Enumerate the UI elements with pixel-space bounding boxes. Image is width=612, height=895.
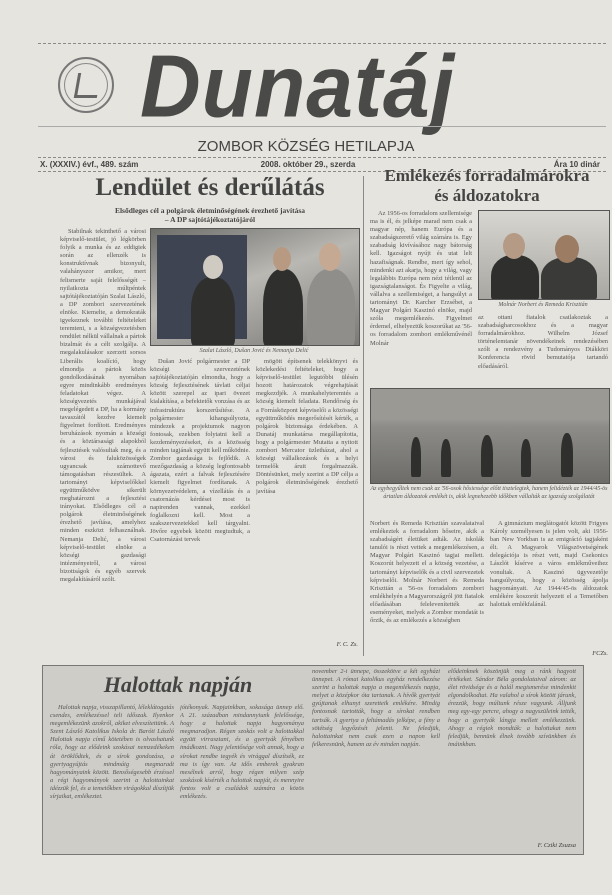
article2-column4 bbox=[490, 520, 608, 650]
article3-column4-text: elődeinknek köszönjük meg a ránk hagyott értékeket. Sándor Béla gondolataival zárom: az élet rövidsége és a halál megismerése mindenkit elgondolkodtat. Ha valahol a sírok között járunk, érezzük, hogy múltunk része vagyunk. Álljunk meg egy-egy percre, ahogy a nagyszüleink tették, hogy a gyertyák lángja mellett emlékezzünk. Ahogy a régiek mondták: a halottakat nem feledjük, bennünk élnek tovább szívünkben és imáinkban. bbox=[448, 668, 576, 748]
issue-price: Ára 10 dinár bbox=[553, 160, 600, 169]
article1-column2 bbox=[150, 358, 250, 650]
article2-column2 bbox=[478, 314, 608, 382]
article3-column1 bbox=[50, 704, 174, 848]
article2-column2-text: az ottani fiatalok csatlakoztak a szabadságharcosokhoz és a magyar forradalmárokhoz. Wilhelm József történelemtanár növendékeinek rendezésében szólt a rendezvény a Tudományos Diákköri Konferencia rövid bemutatója tartandó előadásáról. bbox=[478, 314, 608, 370]
article2-photo2-caption: Az egybegyűltek nem csak az '56-osok hősiessége előtt tisztelegtek, hanem felidézték az 1944/45-ös ártatlan áldozatok emlékét is, akik legnehezebb időkben vállalták az igazság szolgálatát bbox=[370, 486, 608, 500]
article1-column3 bbox=[256, 358, 358, 640]
article2-signature: FCZs. bbox=[592, 650, 608, 657]
article1-column2-text: Dušan Jović polgármester a DP községi szervezetének sajtótájékoztatóján elmondta, hogy a község fejlesztésének távlati céljai között szerepel az ipari övezet kialakítása, a befektetők vonzása és az infrastruktúra korszerűsítése. A polgármester kihangsúlyozta, mindezek a projektumok nagyon fontosak, ezekben folytatni kell a kezdeményezéseket, és a közösség minden tagjának együtt kell működnie. Zombor gazdasága is fejlődik. A mezőgazdaság a község legfontosabb ágazata, ezért a falvak fejlesztésére kiemelt figyelmet fordítanak. A környezetvédelem, a vízellátás és a csatornázás kérdései most is napirenden vannak, ezekkel foglalkozni kell. Most a szakszervezetekkel kell tárgyalni. Jövőre egyebek között megtudtuk, a Csatornázási tervek bbox=[150, 358, 250, 544]
article1-column1 bbox=[60, 228, 146, 650]
article3-signature: F. Cziki Zsuzsa bbox=[537, 842, 576, 849]
article3-headline: Halottak napján bbox=[103, 672, 253, 697]
article2-photo2 bbox=[370, 388, 610, 484]
article1-column1-text: Stabilnak tekinthető a városi képviselő-testület, jó légkörben folyik a munka és az eddigiek során az ellenzék is konstruktívnak bizonyult, valahányszor amikor, mert felismerte saját felelősségét – nyilatkozta múltpéntek sajtótájékoztatóján Szalai László, a DP zombori szervezetének elnöke. Kiemelte, a demokraták igyekeznek további feltételeket teremteni, s a községvezetésben rendület nélkül vállalnak a pártok bizalmát és a célt szolgálja. A megalakulásakor szerzett sorsos Liberális koalíció, hogy elmondja a pártok közös gondolkodásának nyomában egyre mindinkább eredményes feladatokat végez. A községvezetés munkájával megelégedett a DP, ha a kormány tavaszától kezdve kiemelt figyelmet fordított. Eredményes beruházások nyomán a községi és a köztársasági alapokból fejlesztések valósultak meg, és a városi és faluközösségek ugyancsak számottevő támogatásban részesültek. A tartományi képviselőkkel együttműködve sikerült meghatározni a fejlesztési irányokat. Elsődleges cél a polgárok életminőségének érezhető javítása, amelyhez minden eszközt felhasználnak. Nemanja Delić, a városi képviselő-testület elnöke a községi gazdasági intézményeiről, a városi bizottságok és egyéb szervek megalakításáról szólt. bbox=[60, 228, 146, 584]
article2-column3 bbox=[370, 520, 484, 658]
article2-column1 bbox=[370, 210, 472, 382]
article2-column3-text: Norbert és Remeda Krisztián szavalataival emlékeztek a forradalom hőseire, akik a szabadságért életüket adták. Az iskolák tanulói is részt vettek a megemlékezésen, a Magyar Polgári Kaszinó tagjai mellett. Koszorút helyezett el a község vezetése, a tartományi képviselők és a civil szervezetek képviselői. Molnár Norbert és Remeda Krisztián a '56-os forradalom zombori emlékhelyén a Magyarországról jött fiatalok előadásában felelevenítették az eseményeket, melyek a Zombor mondatát is őrzik, és az emlékezés a községben bbox=[370, 520, 484, 625]
article2-column4-text: A gimnázium meglátogatói között Frigyes Károly személyesen is jelen volt, aki 1956-ban New Yorkban is az emigráció tagjaként élt. A Magyarok Világszövetségének delegációja is részt vett, majd Csekonics Lászlót kísérve a város emlékműveihez vonultak. A Kaszinó ügyvezetője hangsúlyozta, hogy a közösség ápolja hagyományait. Az 1944/45-ös áldozatok emlékére koszorút helyezett el a Temetőben halottak emlékfalánál. bbox=[490, 520, 608, 608]
article1-column3-text: mögött építsenek telekkönyvi és közlekedési feltételeket, hogy a képviselő-testület legutóbbi ülésén hozott határozatok végrehajtását megkezdjék. A munkahelyteremtés a község kiemelt feladata. Rendőrség és a Forrásközpont képviselői a közösségi együttműködés megerősítését kérték, a polgárok biztonsága érdekében. A Dunatáj munkatársa megállapította, hogy a polgármester Mutatta a nyitott zombori Mercator üzletházat, ahol a községi vállalkozások és a helyi termelők áruit forgalmazzák. Döntésünket, mely szerint a DP célja a polgárok életminőségének érezhető javítása bbox=[256, 358, 358, 495]
masthead-subtitle: ZOMBOR KÖZSÉG HETILAPJA bbox=[197, 138, 415, 155]
masthead-title: Dunatáj bbox=[140, 36, 456, 136]
article2-photo1 bbox=[478, 210, 610, 300]
article1-photo-caption: Szalai László, Dušan Jović és Nemanja Delić bbox=[199, 348, 309, 354]
article1-signature: F. C. Zs. bbox=[336, 641, 358, 648]
issue-number: X. (XXXIV.) évf., 489. szám bbox=[40, 160, 139, 169]
article3-column3 bbox=[312, 668, 440, 848]
article2-photo1-caption: Molnár Norbert és Remeda Krisztián bbox=[498, 302, 588, 308]
article1-photo bbox=[150, 228, 360, 346]
photo-building bbox=[371, 389, 609, 419]
article1-headline: Lendület és derűlátás bbox=[95, 174, 325, 201]
article2-headline bbox=[366, 166, 608, 206]
article3-column3-text: november 2-i ünnepe, összekötve a két egyházi ünnepet. A római katolikus egyház rendelkezése szerint a halottak napja a megemlékezés napja, melyet a középkor óta tartanak. A hívők gyertyát gyújtanak elhunyt szeretteik emlékére. Mindig fontosnak tartották, hogy a sírokat rendben tartsák. A gyertya a feltámadás jelképe, a fény a sötétség legyőzését jelenti. Ne feledjük, halottainkat nem csak ezen a napon kell felkeresnünk, hanem az év minden napján. bbox=[312, 668, 440, 748]
article3-column1-text: Halottak napja, visszapillantó, léleklátogatás csendes, emlékezéssel teli időszak. Ilyenkor megemlékezünk azokról, akiket elveszítettünk. A Szent László Katolikus Iskola dr. Baróti László Halottak napja című kötetében is olvashatunk róla, hogy az elődeink szokásai nemzedékeken át öröklődtek, és a sírok gondozása, a gyertyagyújtás mindmáig megmaradt hagyományaink között. Bensőségesebb érzéssel a régi hagyományok szerint a halottainkat idézzük fel, és a temetőkben virágokkal díszítjük sírjaikat, emlékeztet. bbox=[50, 704, 174, 801]
article2-column1-text: Az 1956-os forradalom szellemisége ma is él, és jelképe marad nem csak a magyar nép, hanem Európa és a szabadságszerető világ számára is. Egy szabadság kivívásához nagy bátorság kell. Igazságot nyújt és utat lelt hazafiságnak. Rendbe, mert így sehol, mindenki azt akarja, hogy a világ, vagy legalábbis Európa nem nézi tétlenül az igazságtalanságot. És Figyelte a világ, vállalva a szellemiséget, a hangsúlyt a tartományi Dr. Karcher Erzsébet, a Magyar Polgári Kaszinó elnöke, majd szóla megemlékezés. Figyelmet érdemel, elhelyeztük koszorúkat az '56-os forradalom zombori emlékművénél Molnár bbox=[370, 210, 472, 347]
article1-subhead-line2: – A DP sajtótájékoztatójáról bbox=[164, 215, 256, 224]
article2-headline-line1: Emlékezés forradalmárokra bbox=[384, 166, 590, 185]
article2-headline-line2: és áldozatokra bbox=[434, 186, 540, 205]
issue-date: 2008. október 29., szerda bbox=[260, 160, 356, 169]
article1-subhead-line1: Elsődleges cél a polgárok életminőségének érezhető javítása bbox=[114, 206, 306, 215]
article3-column4 bbox=[448, 668, 576, 840]
info-rule-top bbox=[38, 157, 606, 158]
municipal-seal-icon bbox=[58, 57, 114, 113]
article3-column2 bbox=[180, 704, 304, 848]
masthead-rule bbox=[38, 126, 606, 127]
article1-subhead bbox=[60, 206, 360, 224]
column-divider bbox=[363, 176, 364, 656]
article3-column2-text: jótékonyak. Napjainkban, sokasága ünnep elő. A 21. században mindannyiunk felelőssége, hogy a halottak napja hagyománya megmaradjon. Régen szokás volt a halottakkal együtt virrasztani, és a gyertyák fényében imádkozni. Nagy jelentősége volt annak, hogy a sírokat rendbe tegyék és virággal díszítsék, ez ma is így van. Az idős emberek gyakran mesélnek arról, hogy régen milyen szép szokások kísérték a halottak napját, és mennyire fontos volt a családok számára a közös emlékezés. bbox=[180, 704, 304, 801]
